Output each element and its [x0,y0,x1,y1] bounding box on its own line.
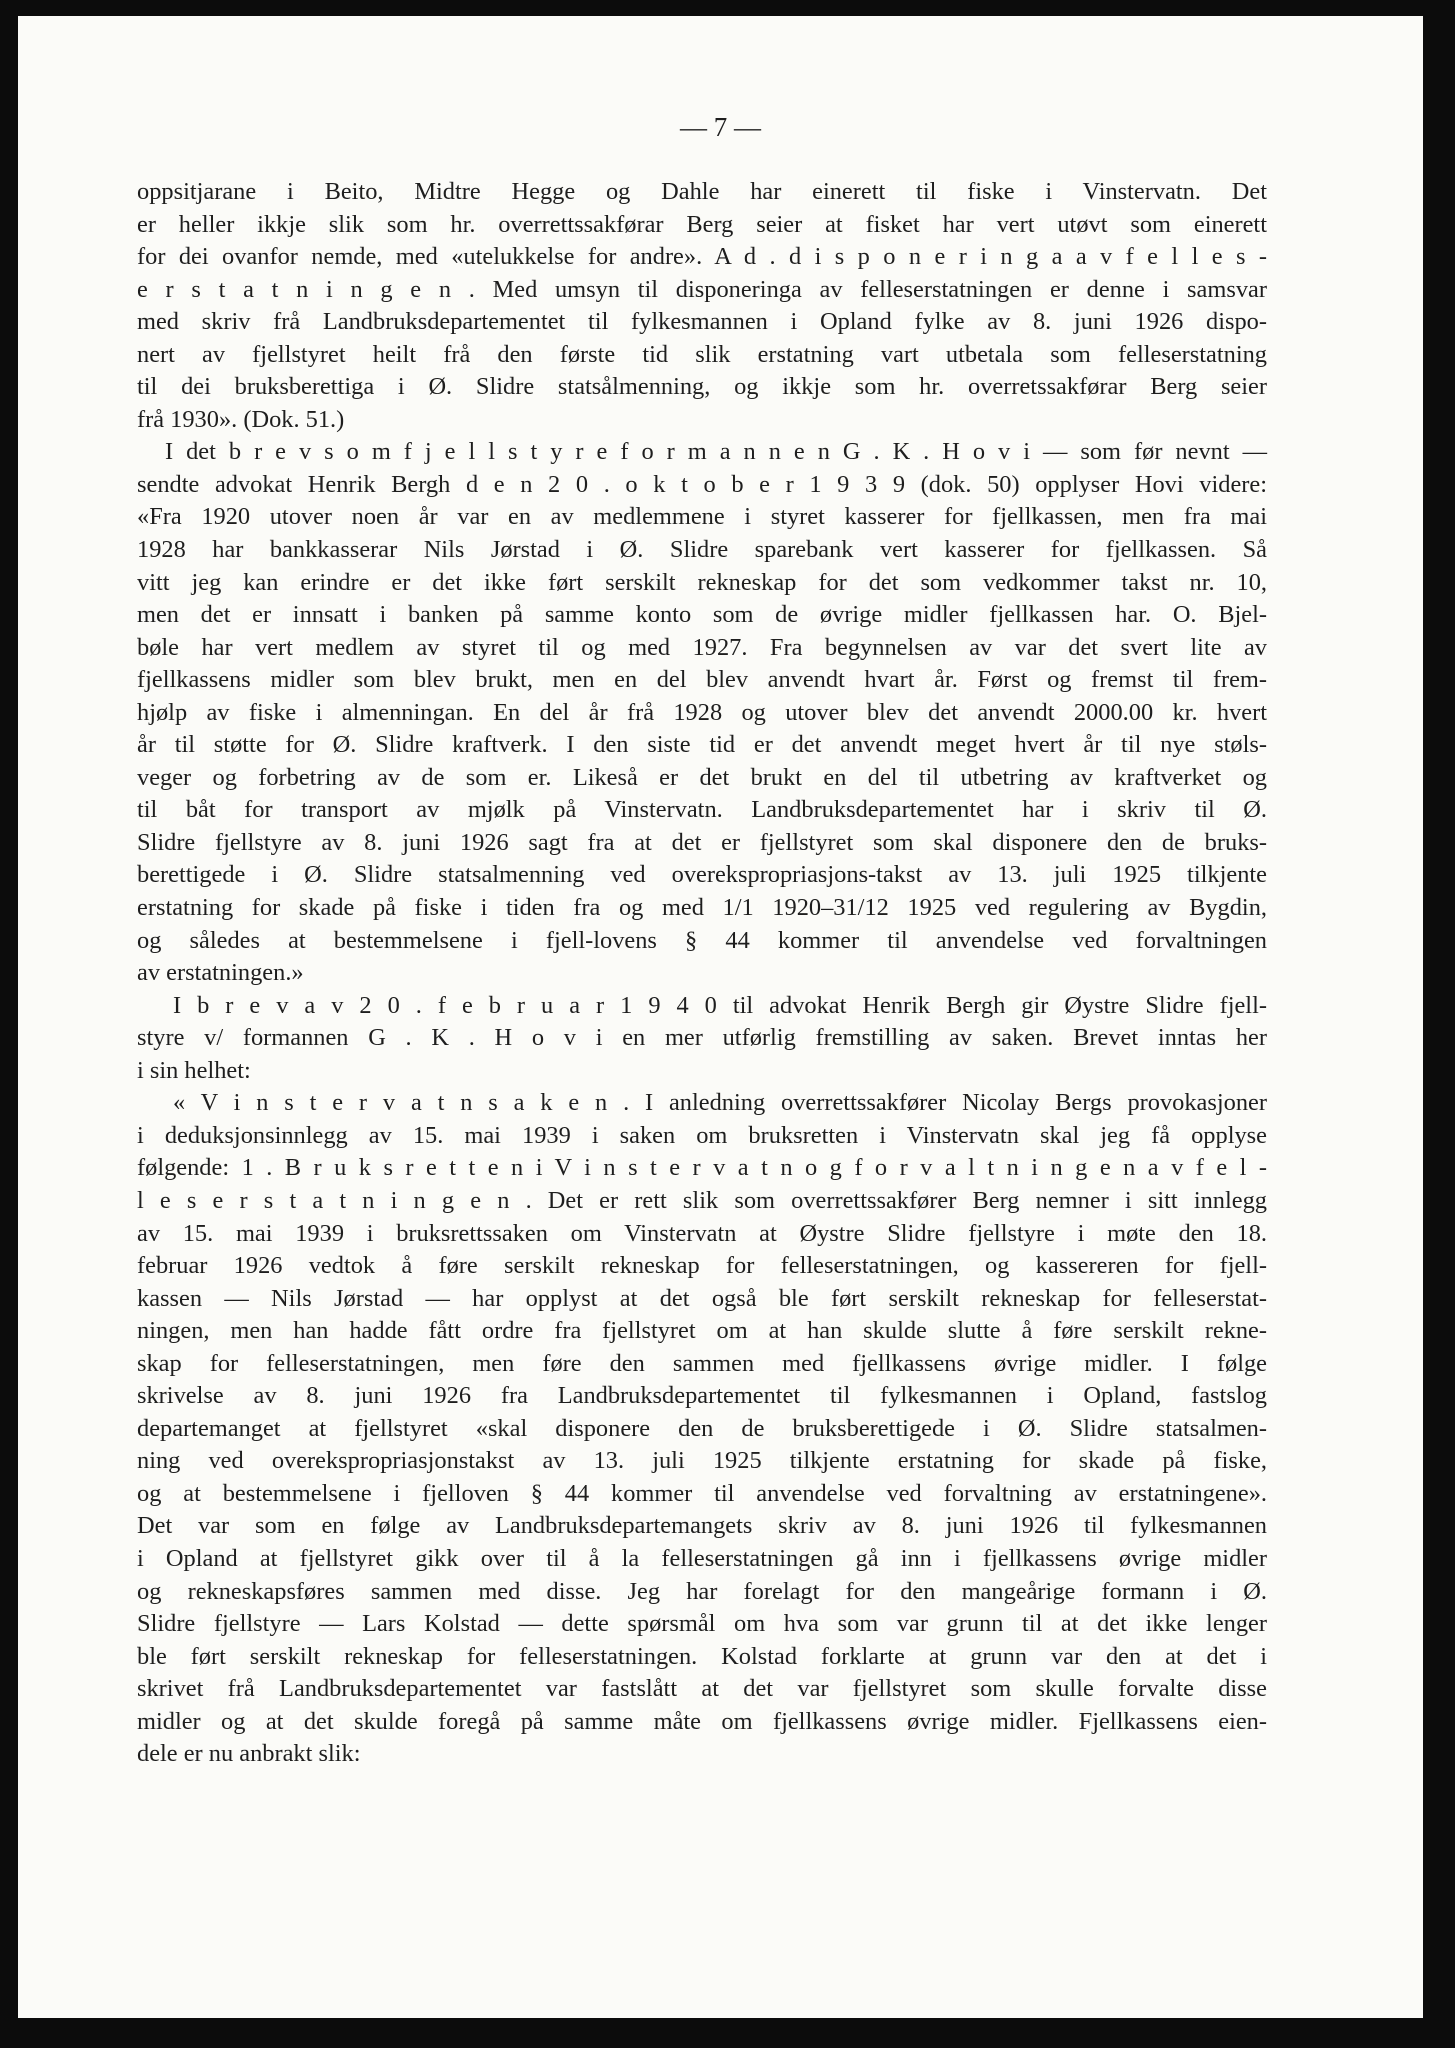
text-line: skrivelse av 8. juni 1926 fra Landbruksdepartementet til fylkesmannen i Opland, fastslog [137,1382,1267,1410]
text-line: Slidre fjellstyre — Lars Kolstad — dette spørsmål om hva som var grunn til at det ikke lenger [137,1610,1267,1638]
text-line: « V i n s t e r v a t n s a k e n . I anledning overrettssakfører Nicolay Bergs provokasjoner [173,1089,1267,1117]
text-line: i Opland at fjellstyret gikk over til å la felleserstatningen gå inn i fjellkassens øvrige midler [137,1544,1267,1572]
text-line: «Fra 1920 utover noen år var en av medlemmene i styret kasserer for fjellkassen, men fra mai [137,503,1267,531]
text-line: sendte advokat Henrik Bergh d e n 2 0 . o k t o b e r 1 9 3 9 (dok. 50) opplyser Hovi videre: [137,470,1267,498]
text-line: av 15. mai 1939 i bruksrettssaken om Vinstervatn at Øystre Slidre fjellstyre i møte den 18. [137,1219,1267,1247]
text-line: for dei ovanfor nemde, med «utelukkelse for andre». A d . d i s p o n e r i n g a a v f e l l e s - [137,243,1267,271]
text-line: Slidre fjellstyre av 8. juni 1926 sagt fra at det er fjellstyret som skal disponere den de bruks- [137,828,1267,856]
text-line: veger og forbetring av de som er. Likeså er det brukt en del til utbetring av kraftverket og [137,763,1267,791]
text-line: med skriv frå Landbruksdepartementet til fylkesmannen i Opland fylke av 8. juni 1926 dispo- [137,308,1267,336]
text-line: til båt for transport av mjølk på Vinstervatn. Landbruksdepartementet har i skriv til Ø. [137,796,1267,824]
text-line: i deduksjonsinnlegg av 15. mai 1939 i saken om bruksretten i Vinstervatn skal jeg få opplyse [137,1121,1267,1149]
text-line: styre v/ formannen G . K . H o v i en mer utførlig fremstilling av saken. Brevet inntas her [137,1024,1267,1052]
text-line: skap for felleserstatningen, men føre den sammen med fjellkassens øvrige midler. I følge [137,1349,1267,1377]
text-line: erstatning for skade på fiske i tiden fra og med 1/1 1920–31/12 1925 ved regulering av Bygdin, [137,894,1267,922]
text-line: februar 1926 vedtok å føre serskilt rekneskap for felleserstatningen, og kassereren for fjell- [137,1252,1267,1280]
text-line: men det er innsatt i banken på samme konto som de øvrige midler fjellkassen har. O. Bjel- [137,601,1267,629]
text-line: av erstatningen.» [137,959,304,987]
text-line: e r s t a t n i n g e n . Med umsyn til disponeringa av felleserstatningen er denne i samsvar [137,275,1267,303]
text-line: I b r e v a v 2 0 . f e b r u a r 1 9 4 0 til advokat Henrik Bergh gir Øystre Slidre fjell- [173,991,1267,1019]
text-line: I det b r e v s o m f j e l l s t y r e f o r m a n n e n G . K . H o v i — som før nevnt — [165,438,1267,466]
body-text [137,176,1267,1771]
text-line: år til støtte for Ø. Slidre kraftverk. I den siste tid er det anvendt meget hvert år til nye støls- [137,731,1267,759]
text-line: ning ved overekspropriasjonstakst av 13. juli 1925 tilkjente erstatning for skade på fiske, [137,1447,1267,1475]
text-line: Det var som en følge av Landbruksdepartemangets skriv av 8. juni 1926 til fylkesmannen [137,1512,1267,1540]
text-line: ble ført serskilt rekneskap for felleserstatningen. Kolstad forklarte at grunn var den at det i [137,1642,1267,1670]
text-line: til dei bruksberettiga i Ø. Slidre statsålmenning, og ikkje som hr. overretssakførar Berg seier [137,373,1267,401]
text-line: og således at bestemmelsene i fjell-lovens § 44 kommer til anvendelse ved forvaltningen [137,926,1267,954]
text-line: kassen — Nils Jørstad — har opplyst at det også ble ført serskilt rekneskap for felleserstat- [137,1284,1267,1312]
text-line: midler og at det skulde foregå på samme måte om fjellkassens øvrige midler. Fjellkassens eien- [137,1707,1267,1735]
text-line: hjølp av fiske i almenningan. En del år frå 1928 og utover blev det anvendt 2000.00 kr. hvert [137,698,1267,726]
text-line: nert av fjellstyret heilt frå den første tid slik erstatning vart utbetala som felleserstatning [137,340,1267,368]
text-line: frå 1930». (Dok. 51.) [137,405,345,433]
text-line: vitt jeg kan erindre er det ikke ført serskilt rekneskap for det som vedkommer takst nr. 10, [137,568,1267,596]
text-line: skrivet frå Landbruksdepartementet var fastslått at det var fjellstyret som skulle forvalte disse [137,1675,1267,1703]
text-line: er heller ikkje slik som hr. overrettssakførar Berg seier at fisket har vert utøvt som einerett [137,210,1267,238]
text-line: i sin helhet: [137,1056,251,1084]
text-line: oppsitjarane i Beito, Midtre Hegge og Dahle har einerett til fiske i Vinstervatn. Det [137,178,1267,205]
text-line: departemanget at fjellstyret «skal disponere den de bruksberettigede i Ø. Slidre statsalmen- [137,1414,1267,1442]
text-line: l e s e r s t a t n i n g e n . Det er rett slik som overrettssakfører Berg nemner i sitt innlegg [137,1186,1267,1214]
text-line: følgende: 1 . B r u k s r e t t e n i V i n s t e r v a t n o g f o r v a l t n i n g e n a v f e l - [137,1154,1267,1182]
text-line: og rekneskapsføres sammen med disse. Jeg har forelagt for den mangeårige formann i Ø. [137,1577,1267,1605]
text-line: berettigede i Ø. Slidre statsalmenning ved overekspropriasjons-takst av 13. juli 1925 tilkjente [137,861,1267,889]
text-line: 1928 har bankkasserar Nils Jørstad i Ø. Slidre sparebank vert kasserer for fjellkassen. Så [137,536,1267,564]
text-line: ningen, men han hadde fått ordre fra fjellstyret om at han skulde slutte å føre serskilt rekne- [137,1317,1267,1345]
text-line: bøle har vert medlem av styret til og med 1927. Fra begynnelsen av var det svert lite av [137,633,1267,661]
text-line: og at bestemmelsene i fjelloven § 44 kommer til anvendelse ved forvaltning av erstatningene». [137,1479,1267,1507]
text-line: dele er nu anbrakt slik: [137,1740,361,1768]
page-number: — 7 — [680,112,761,142]
document-page [18,16,1423,2018]
text-line: fjellkassens midler som blev brukt, men en del blev anvendt hvart år. Først og fremst til frem- [137,666,1267,694]
